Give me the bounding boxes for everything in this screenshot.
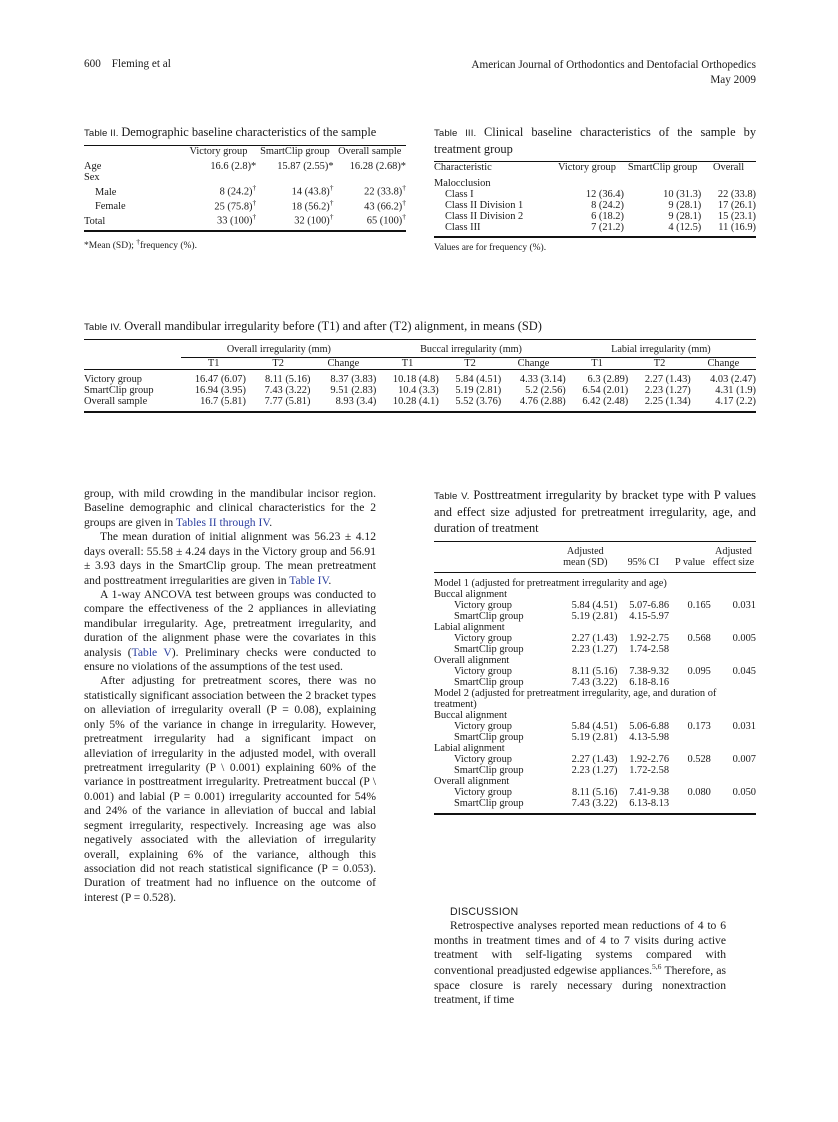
row-effect-size — [711, 644, 756, 655]
body-column-left — [84, 487, 376, 905]
row-empty — [553, 710, 756, 721]
row-label: Victory group — [84, 374, 142, 386]
table-row — [434, 666, 756, 677]
row-value — [624, 173, 701, 189]
row-empty — [553, 622, 756, 633]
table-row — [434, 222, 756, 237]
row-value: 4.76 (2.88) — [519, 396, 566, 408]
row-ci: 7.41-9.38 — [629, 786, 670, 798]
table-row — [434, 600, 756, 611]
row-value: 11 (16.9) — [718, 221, 756, 233]
row-empty — [553, 743, 756, 754]
row-value: 5.84 (4.51) — [455, 374, 502, 386]
table-4-corner — [84, 339, 181, 357]
row-ci: 5.07-6.86 — [629, 599, 670, 611]
row-value: 14 (43.8)† — [291, 183, 334, 198]
row-effect-size: 0.005 — [732, 632, 756, 644]
row-value: 15.87 (2.55)* — [277, 161, 334, 173]
table-row — [434, 189, 756, 200]
issue-date: May 2009 — [710, 73, 756, 86]
row-value: 16.28 (2.68)* — [349, 161, 406, 173]
row-value: 4 (12.5) — [668, 221, 702, 233]
table-row — [434, 776, 756, 787]
table-row — [434, 633, 756, 644]
row-mean: 7.43 (3.22) — [571, 676, 618, 688]
row-value: 10 (31.3) — [663, 188, 702, 200]
row-value — [550, 173, 624, 189]
row-ci: 1.72-2.58 — [629, 764, 670, 776]
running-head-right — [471, 58, 756, 88]
row-value: 4.17 (2.2) — [715, 396, 756, 408]
table-3-col-2: SmartClip group — [627, 162, 698, 174]
table-row — [84, 369, 756, 385]
row-mean: 8.11 (5.16) — [572, 786, 618, 798]
row-value: 25 (75.8)† — [214, 197, 257, 213]
row-label: Buccal alignment — [434, 588, 507, 600]
row-value: 6.3 (2.89) — [587, 374, 629, 386]
row-value: 6.54 (2.01) — [582, 385, 629, 397]
table-2-title: Demographic baseline characteristics of the sample — [121, 125, 377, 139]
table-4-title: Overall mandibular irregularity before (T1) and after (T2) alignment, in means (SD) — [124, 319, 542, 333]
table-5-corner-2 — [434, 557, 553, 573]
table-4-sub-t2: T2 — [464, 357, 476, 369]
row-effect-size — [711, 611, 756, 622]
row-value: 8.93 (3.4) — [335, 396, 377, 408]
table-4-sub-t1: T1 — [207, 357, 220, 369]
table-4-subheader-row — [84, 357, 756, 369]
table-row — [434, 200, 756, 211]
table-4-sub-t2: T2 — [653, 357, 666, 369]
row-pvalue: 0.095 — [687, 665, 711, 677]
table-4-sub-change: Change — [327, 357, 360, 369]
table-row — [434, 677, 756, 688]
running-head-left — [84, 58, 171, 70]
table-row — [84, 212, 406, 230]
row-label: Labial alignment — [434, 621, 505, 633]
running-head — [84, 58, 756, 88]
row-value: 65 (100)† — [366, 212, 406, 227]
table-5 — [434, 541, 756, 813]
row-mean: 7.43 (3.22) — [571, 797, 618, 809]
row-mean: 5.84 (4.51) — [571, 720, 618, 732]
table-2-col-0 — [84, 145, 181, 157]
row-value: 8 (24.2) — [591, 199, 624, 211]
row-value: 2.27 (1.43) — [644, 374, 691, 386]
table-4-sub-change: Change — [517, 357, 550, 369]
row-value: 32 (100)† — [294, 212, 334, 227]
row-value: 15 (23.1) — [717, 210, 756, 222]
row-value: 6.42 (2.48) — [582, 396, 629, 408]
table-row — [84, 198, 406, 212]
table-3-col-1: Victory group — [557, 162, 616, 174]
row-value: 2.25 (1.34) — [644, 396, 691, 408]
row-ci: 1.92-2.75 — [629, 632, 670, 644]
row-label: Class I — [445, 188, 474, 200]
table-row — [434, 798, 756, 813]
table-row — [434, 710, 756, 721]
table-2-col-2: SmartClip group — [260, 145, 330, 157]
row-label: SmartClip group — [454, 731, 524, 743]
table-row — [434, 644, 756, 655]
row-value: 7.43 (3.22) — [264, 385, 311, 397]
table-3-title: Clinical baseline characteristics of the sample by treatment group — [434, 125, 757, 156]
table-row — [434, 721, 756, 732]
row-label: Age — [84, 161, 102, 173]
table-row — [434, 732, 756, 743]
row-value: 8.37 (3.83) — [330, 374, 377, 386]
row-mean: 2.27 (1.43) — [571, 632, 618, 644]
row-label: Victory group — [454, 720, 512, 732]
row-pvalue — [669, 732, 711, 743]
row-effect-size — [711, 677, 756, 688]
table-row — [434, 743, 756, 754]
table-row — [434, 611, 756, 622]
table-4-sub-change: Change — [707, 357, 740, 369]
table-3-footnote: Values are for frequency (%). — [434, 242, 547, 253]
row-effect-size — [711, 732, 756, 743]
row-mean: 2.27 (1.43) — [571, 753, 618, 765]
row-empty — [553, 589, 756, 600]
model-2-label-cell — [434, 688, 756, 710]
table-5-col-mean-line2: mean (SD) — [563, 557, 608, 569]
row-effect-size: 0.045 — [732, 665, 756, 677]
row-ci: 1.74-2.58 — [629, 643, 670, 655]
table-4-sub-t1: T1 — [401, 357, 414, 369]
paragraph-ancova: A 1-way ANCOVA test between groups was conducted to compare the effectiveness of the 2 appliances in alleviating mandibular irregularity. Age, pretreatment irregularity, and duration of the alignment phase were the covariates in this analysis (Table V). Preliminary checks were conducted to ensure no violations of the assumptions of the test used. — [84, 587, 376, 674]
table-3-col-3: Overall — [713, 162, 745, 174]
row-value: 9 (28.1) — [668, 199, 702, 211]
row-value: 12 (36.4) — [585, 188, 624, 200]
table-5-spacer-1 — [618, 542, 670, 558]
row-value: 2.23 (1.27) — [644, 385, 691, 397]
table-row — [434, 622, 756, 633]
row-effect-size — [711, 765, 756, 776]
table-2-footnote: *Mean (SD); †frequency (%). — [84, 236, 197, 251]
table-3 — [434, 161, 756, 236]
row-pvalue — [669, 611, 711, 622]
table-row — [84, 172, 406, 183]
row-label: SmartClip group — [454, 764, 524, 776]
row-label: SmartClip group — [454, 610, 524, 622]
row-label: Class II Division 1 — [445, 199, 524, 211]
table-row — [84, 157, 406, 173]
row-value: 9.51 (2.83) — [330, 385, 377, 397]
table-row — [84, 385, 756, 396]
row-mean: 5.19 (2.81) — [571, 610, 618, 622]
row-effect-size: 0.031 — [732, 720, 756, 732]
row-mean: 2.23 (1.27) — [571, 643, 618, 655]
paragraph-discussion-1: Retrospective analyses reported mean reductions of 4 to 6 months in treatment times and of 4 to 7 visits during active treatment with self-ligating systems compared with conventional preadjusted edgewise appliances.$^{5,6}$ Therefore, as space closure is rarely necessary during nonextraction treatment, if time — [434, 919, 726, 1007]
row-value: 22 (33.8)† — [364, 183, 406, 198]
table-2-header-row — [84, 145, 406, 157]
table-3-number: Table III. — [434, 128, 477, 139]
table-2-number: Table II. — [84, 128, 119, 139]
reference-marker: 5,6 — [651, 962, 662, 972]
row-label: Malocclusion — [434, 177, 491, 189]
paragraph-adjusted-results: After adjusting for pretreatment scores, there was no statistically significant association between the 2 bracket types on alleviation of irregularity overall (P = 0.08), explaining only 5% of the variance in change in irregularity. However, pretreatment irregularity had a significant impact on alleviation of irregularity in the adjusted model, with overall pretreatment irregularity (P \ 0.001) explaining 60% of the variance in posttreatment irregularity. Pretreatment buccal (P \ 0.001) and labial (P = 0.001) irregularity accounted for 54% and 24% of the variance in alleviation of buccal and labial segment irregularity, respectively. Increasing age was also negatively associated with the alleviation of irregularity overall, explaining 6% of the variance, although this association did not reach statistical significance (P = 0.053). Duration of treatment had no influence on the outcome of interest (P = 0.528). — [84, 674, 376, 904]
table-row — [434, 173, 756, 189]
row-value: 5.52 (3.76) — [455, 396, 502, 408]
row-label: Victory group — [454, 665, 512, 677]
row-label: Victory group — [454, 632, 512, 644]
row-effect-size: 0.050 — [732, 786, 756, 798]
row-value: 10.18 (4.8) — [392, 374, 439, 386]
table-row — [84, 396, 756, 411]
row-label: Buccal alignment — [434, 709, 507, 721]
table-5-col-pvalue: P value — [675, 557, 705, 569]
table-4 — [84, 339, 756, 412]
table-4-sub-t2: T2 — [272, 357, 284, 369]
table-4-group-header-row — [84, 339, 756, 357]
row-mean: 8.11 (5.16) — [572, 665, 618, 677]
model-2-label: Model 2 (adjusted for pretreatment irregularity, age, and duration of treatment) — [434, 687, 717, 710]
row-ci: 4.15-5.97 — [629, 610, 670, 622]
table-5-block — [434, 487, 756, 815]
table-row — [434, 655, 756, 666]
row-pvalue: 0.080 — [687, 786, 711, 798]
row-label: Victory group — [454, 599, 512, 611]
table-2 — [84, 145, 406, 230]
row-label: Sex — [84, 172, 100, 184]
table-5-corner — [434, 542, 553, 558]
row-value — [701, 173, 756, 189]
row-value: 9 (28.1) — [668, 210, 702, 222]
paragraph-alignment-duration: The mean duration of initial alignment was 56.23 ± 4.12 days overall: 55.58 ± 4.24 days in the Victory group and 56.91 ± 3.93 days in the SmartClip group. The mean pretreatment and posttreatment irregularities are given in Table IV. — [84, 530, 376, 587]
row-effect-size: 0.007 — [732, 753, 756, 765]
table-4-block — [84, 318, 756, 413]
row-mean: 5.19 (2.81) — [571, 731, 618, 743]
table-4-corner-2 — [84, 357, 181, 369]
row-label: Victory group — [454, 786, 512, 798]
row-pvalue: 0.173 — [687, 720, 711, 732]
row-ci: 5.06-6.88 — [629, 720, 670, 732]
table-3-col-0: Characteristic — [434, 162, 492, 174]
row-pvalue: 0.568 — [687, 632, 711, 644]
table-4-group-buccal: Buccal irregularity (mm) — [376, 339, 565, 357]
row-pvalue — [669, 765, 711, 776]
row-value — [181, 172, 257, 183]
discussion-section — [434, 906, 726, 1008]
table-5-spacer-2 — [669, 542, 711, 558]
row-value: 16.7 (5.81) — [200, 396, 246, 408]
row-label: Female — [95, 201, 126, 213]
running-head-authors: Fleming et al — [111, 58, 171, 70]
table-2-col-3: Overall sample — [338, 145, 402, 157]
row-empty — [553, 776, 756, 787]
table-row — [434, 211, 756, 222]
row-value — [256, 172, 333, 183]
row-value: 7.77 (5.81) — [264, 396, 311, 408]
row-label: SmartClip group — [454, 676, 524, 688]
table-5-col-es-line1: Adjusted — [715, 546, 752, 558]
row-pvalue — [669, 677, 711, 688]
xref-table-5[interactable]: Table V — [131, 645, 172, 659]
row-value: 5.2 (2.56) — [525, 385, 566, 397]
table-3-header-row — [434, 162, 756, 174]
row-mean: 2.23 (1.27) — [571, 764, 618, 776]
table-4-caption — [84, 318, 756, 335]
table-3-caption — [434, 124, 756, 157]
row-value: 8.11 (5.16) — [264, 374, 311, 386]
row-value: 16.94 (3.95) — [194, 385, 246, 397]
row-value: 22 (33.8) — [717, 188, 756, 200]
paragraph-results-baseline: group, with mild crowding in the mandibular incisor region. Baseline demographic and clinical characteristics for the 2 groups are given in Tables II through IV. — [84, 487, 376, 529]
row-value: 10.28 (4.1) — [392, 396, 439, 408]
table-5-col-mean-line1: Adjusted — [566, 546, 604, 558]
row-value: 7 (21.2) — [591, 221, 624, 233]
row-value: 6 (18.2) — [591, 210, 624, 222]
row-label: Class III — [445, 221, 481, 233]
table-5-model-1-label-row — [434, 573, 756, 589]
row-pvalue: 0.165 — [687, 599, 711, 611]
model-1-label: Model 1 (adjusted for pretreatment irregularity and age) — [434, 577, 667, 589]
table-5-number: Table V. — [434, 491, 470, 502]
row-ci: 7.38-9.32 — [629, 665, 670, 677]
row-label: Male — [95, 186, 117, 198]
row-value: 4.33 (3.14) — [519, 374, 566, 386]
row-pvalue: 0.528 — [687, 753, 711, 765]
row-pvalue — [669, 798, 711, 813]
table-2-caption — [84, 124, 406, 141]
table-row — [434, 787, 756, 798]
table-row — [84, 183, 406, 197]
table-2-block — [84, 124, 406, 253]
row-value: 8 (24.2)† — [219, 183, 257, 198]
journal-name: American Journal of Orthodontics and Dentofacial Orthopedics — [471, 59, 756, 71]
table-5-caption — [434, 487, 756, 537]
row-label: Labial alignment — [434, 742, 505, 754]
table-5-model-2-label-row — [434, 688, 756, 710]
row-label: Total — [84, 215, 106, 227]
table-4-number: Table IV. — [84, 322, 122, 333]
row-value: 18 (56.2)† — [291, 197, 334, 213]
table-row — [434, 589, 756, 600]
row-value: 10.4 (3.3) — [398, 385, 439, 397]
row-label: Class II Division 2 — [445, 210, 524, 222]
row-value: 4.03 (2.47) — [710, 374, 756, 386]
table-2-col-1: Victory group — [189, 145, 248, 157]
table-5-header-row — [434, 542, 756, 558]
row-value: 16.47 (6.07) — [194, 374, 246, 386]
row-empty — [553, 655, 756, 666]
table-4-group-labial: Labial irregularity (mm) — [566, 339, 756, 357]
row-label: SmartClip group — [454, 797, 524, 809]
row-value: 33 (100)† — [217, 212, 257, 227]
row-label: SmartClip group — [454, 643, 524, 655]
row-label: Overall sample — [84, 396, 148, 408]
row-ci: 6.18-8.16 — [629, 676, 670, 688]
row-label: SmartClip group — [84, 385, 154, 397]
row-effect-size — [711, 798, 756, 813]
row-ci: 4.13-5.98 — [629, 731, 670, 743]
row-label: Overall alignment — [434, 775, 510, 787]
discussion-heading: DISCUSSION — [450, 906, 519, 918]
table-4-sub-t1: T1 — [591, 357, 603, 369]
row-ci: 1.92-2.76 — [629, 753, 670, 765]
row-pvalue — [669, 644, 711, 655]
row-mean: 5.84 (4.51) — [571, 599, 618, 611]
xref-tables-2-4[interactable]: Tables II through IV — [175, 515, 270, 529]
row-value: 43 (66.2)† — [364, 197, 406, 213]
row-effect-size: 0.031 — [732, 599, 756, 611]
row-value — [334, 172, 406, 183]
row-value: 16.6 (2.8)* — [210, 161, 257, 173]
page-number: 600 — [84, 58, 101, 70]
table-row — [434, 754, 756, 765]
row-value: 4.31 (1.9) — [715, 385, 756, 397]
row-value: 5.19 (2.81) — [455, 385, 502, 397]
row-value: 17 (26.1) — [717, 199, 756, 211]
table-4-group-overall: Overall irregularity (mm) — [181, 339, 376, 357]
row-label: Victory group — [454, 753, 512, 765]
table-5-col-ci: 95% CI — [627, 557, 659, 569]
table-row — [434, 765, 756, 776]
row-ci: 6.13-8.13 — [629, 797, 670, 809]
row-label: Overall alignment — [434, 654, 510, 666]
table-3-block — [434, 124, 756, 255]
table-5-header-row-2 — [434, 557, 756, 573]
table-5-title: Posttreatment irregularity by bracket type with P values and effect size adjusted for pretreatment irregularity, age, and duration of treatment — [434, 488, 756, 536]
table-5-col-es-line2: effect size — [712, 557, 755, 569]
xref-table-4[interactable]: Table IV — [289, 573, 329, 587]
